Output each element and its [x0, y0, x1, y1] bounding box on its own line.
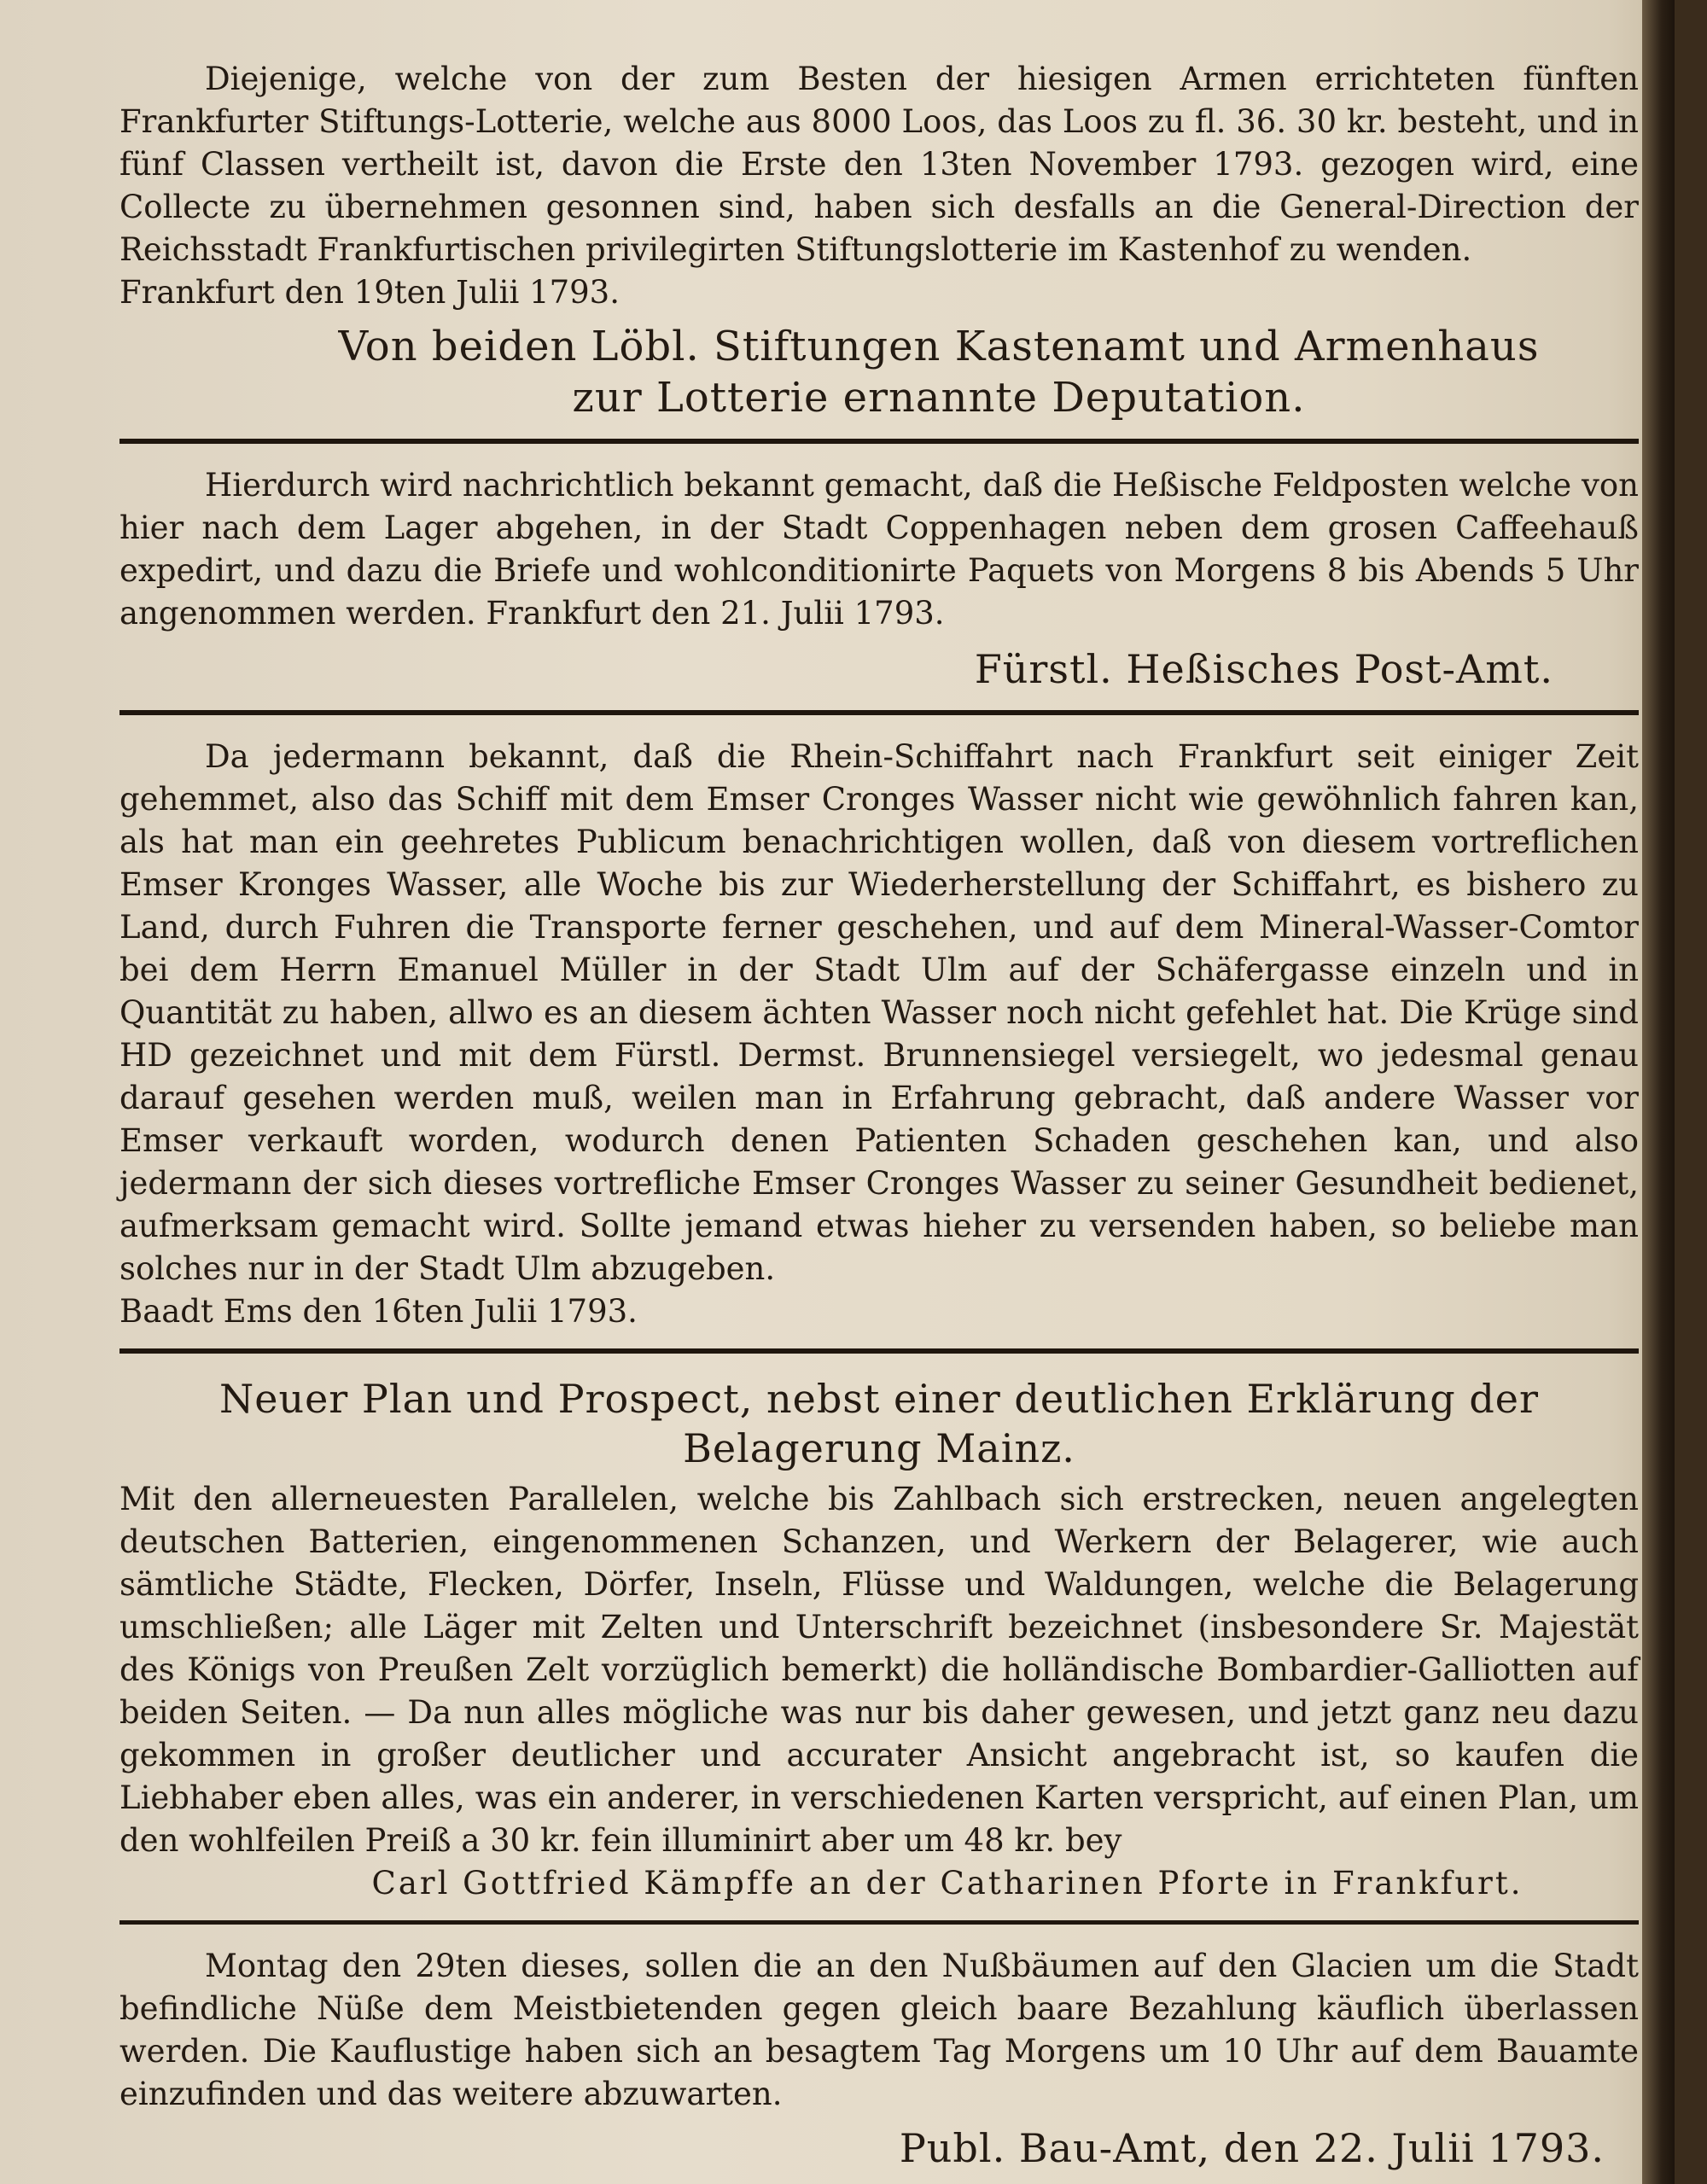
- notice-signature: Publ. Bau-Amt, den 22. Julii 1793.: [899, 2125, 1605, 2171]
- notice-body: Diejenige, welche von der zum Besten der hiesigen Armen errichteten fünften Frankfurter Stiftungs-Lotterie, welche aus 8000 Loos, das Loos zu fl. 36. 30 kr. besteht, und in fünf Classen vertheilt ist, davon die Erste den 13ten November 1793. gezogen wird, eine Collecte zu übernehmen gesonnen sind, haben sich desfalls an die General-Direction der Reichsstadt Frankfurtischen privilegirten Stiftungslotterie im Kastenhof zu wenden.: [119, 61, 1639, 268]
- notice-lottery: [119, 58, 1639, 423]
- notice-body: Hierdurch wird nachrichtlich bekannt gemacht, daß die Heßische Feldposten welche von hier nach dem Lager abgehen, in der Stadt Coppenhagen neben dem grosen Caffeehauß expedirt, und dazu die Briefe und wohlconditionirte Paquets von Morgens 8 bis Abends 5 Uhr angenommen werden. Frankfurt den 21. Julii 1793.: [119, 467, 1639, 632]
- notice-dateline: Baadt Ems den 16ten Julii 1793.: [119, 1293, 638, 1330]
- notice-heading: [119, 1374, 1639, 1473]
- section-divider: [119, 1348, 1639, 1354]
- notice-body: Da jedermann bekannt, daß die Rhein-Schiffahrt nach Frankfurt seit einiger Zeit gehemmet, also das Schiff mit dem Emser Cronges Wasser nicht wie gewöhnlich fahren kan, als hat man ein geehretes Publicum benachrichtigen wollen, daß von diesem vortreflichen Emser Kronges Wasser, alle Woche bis zur Wiederherstellung der Schiffahrt, es bishero zu Land, durch Fuhren die Transporte ferner geschehen, und auf dem Mineral-Wasser-Comtor bei dem Herrn Emanuel Müller in der Stadt Ulm auf der Schäfergasse einzeln und in Quantität zu haben, allwo es an diesem ächten Wasser noch nicht gefehlet hat. Die Krüge sind HD gezeichnet und mit dem Fürstl. Dermst. Brunnensiegel versiegelt, wo jedesmal genau darauf gesehen werden muß, weilen man in Erfahrung gebracht, daß andere Wasser vor Emser verkauft worden, wodurch denen Patienten Schaden geschehen kan, und also jedermann der sich dieses vortrefliche Emser Cronges Wasser zu seiner Gesundheit bedienet, aufmerksam gemacht wird. Sollte jemand etwas hieher zu versenden haben, so beliebe man solches nur in der Stadt Ulm abzugeben.: [119, 738, 1639, 1287]
- page-content: [119, 58, 1639, 2174]
- section-divider: [119, 710, 1639, 715]
- section-divider: [119, 439, 1639, 444]
- notice-emser-water: [119, 736, 1639, 1333]
- notice-dateline: Frankfurt den 19ten Julii 1793.: [119, 274, 620, 311]
- heading-line: Belagerung Mainz.: [683, 1425, 1075, 1471]
- notice-field-post: [119, 464, 1639, 695]
- section-divider: [119, 1920, 1639, 1925]
- book-binding-edge: [1642, 0, 1675, 2184]
- notice-body: Mit den allerneuesten Parallelen, welche bis Zahlbach sich erstrecken, neuen angelegten deutschen Batterien, eingenommenen Schanzen, und Werkern der Belagerer, wie auch sämtliche Städte, Flecken, Dörfer, Inseln, Flüsse und Waldungen, welche die Belagerung umschließen; alle Läger mit Zelten und Unterschrift bezeichnet (insbesondere Sr. Majestät des Königs von Preußen Zelt vorzüglich bemerkt) die holländische Bombardier-Galliotten auf beiden Seiten. — Da nun alles mögliche was nur bis daher gewesen, und jetzt ganz neu dazu gekommen in großer deutlicher und accurater Ansicht angebracht ist, so kaufen die Liebhaber eben alles, was ein anderer, in verschiedenen Karten verspricht, auf einen Plan, um den wohlfeilen Preiß a 30 kr. fein illuminirt aber um 48 kr. bey: [119, 1481, 1639, 1859]
- signature-line: Von beiden Löbl. Stiftungen Kastenamt und Armenhaus: [338, 323, 1540, 370]
- heading-line: Neuer Plan und Prospect, nebst einer deutlichen Erklärung der: [218, 1376, 1539, 1422]
- notice-walnuts: [119, 1945, 1639, 2174]
- notice-mainz-plan: [119, 1374, 1639, 1905]
- notice-body: Montag den 29ten dieses, sollen die an den Nußbäumen auf den Glacien um die Stadt befindliche Nüße dem Meistbietenden gegen gleich baare Bezahlung käuflich überlassen werden. Die Kauflustige haben sich an besagtem Tag Morgens um 10 Uhr auf dem Bauamte einzufinden und das weitere abzuwarten.: [119, 1948, 1639, 2112]
- notice-signature: [239, 321, 1639, 423]
- signature-line: zur Lotterie ernannte Deputation.: [572, 374, 1306, 422]
- notice-signature: Fürstl. Heßisches Post-Amt.: [974, 646, 1553, 692]
- notice-merchant: Carl Gottfried Kämpffe an der Catharinen Pforte in Frankfurt.: [371, 1865, 1523, 1902]
